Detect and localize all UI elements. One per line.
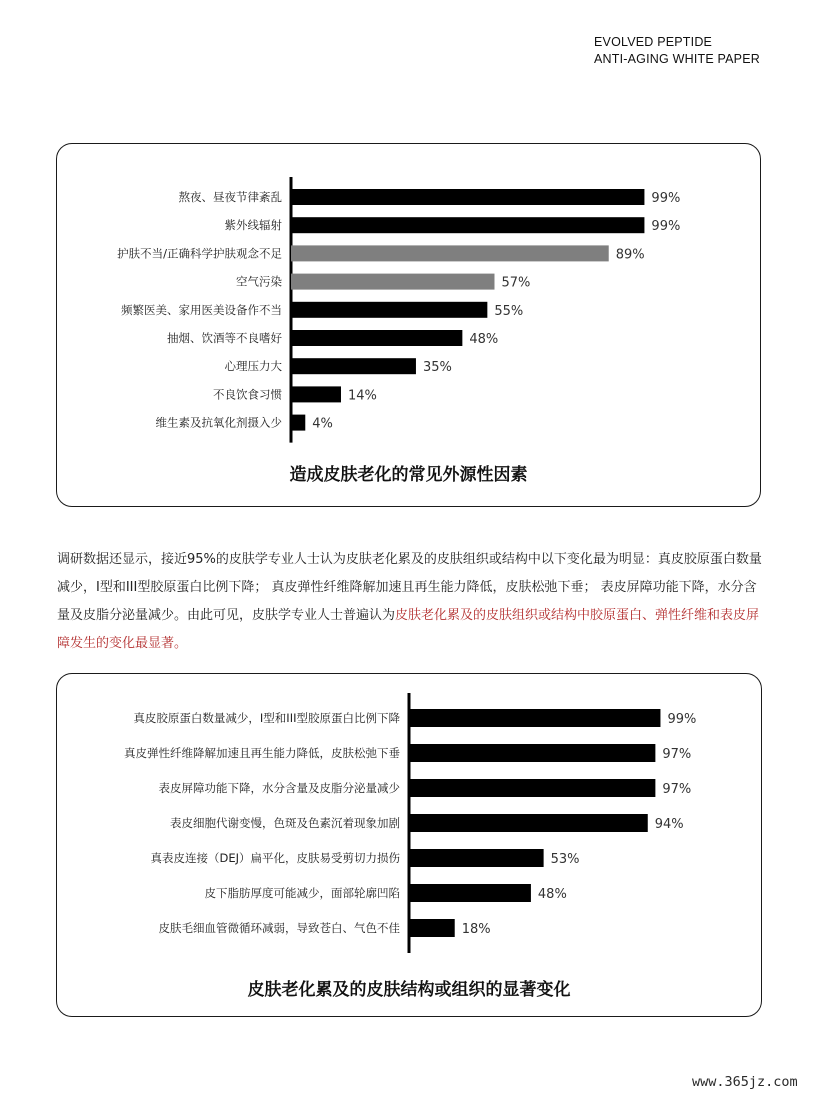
- value-label: 99%: [651, 219, 681, 235]
- category-label: 抽烟、饮酒等不良嗜好: [167, 331, 282, 345]
- footer-watermark: www.365jz.com: [692, 1074, 798, 1090]
- category-label: 真皮弹性纤维降解加速且再生能力降低，皮肤松弛下垂: [124, 746, 400, 760]
- category-label: 紫外线辐射: [224, 218, 282, 233]
- category-label: 不良饮食习惯: [213, 387, 282, 402]
- body-paragraph: [57, 546, 769, 658]
- document-header: [594, 34, 760, 68]
- value-label: 48%: [469, 332, 499, 347]
- category-label: 频繁医美、家用医美设备作不当: [121, 302, 282, 317]
- header-line-1: EVOLVED PEPTIDE: [594, 35, 713, 49]
- bar-1: [291, 189, 644, 205]
- external-factors-bar-chart: [57, 144, 760, 504]
- value-label: 99%: [651, 191, 681, 206]
- category-label: 表皮屏障功能下降，水分含量及皮脂分泌量减少: [158, 781, 400, 795]
- bar-4: [291, 274, 494, 290]
- category-label: 表皮细胞代谢变慢，色斑及色素沉着现象加剧: [170, 816, 400, 830]
- value-label: 53%: [550, 852, 580, 867]
- bar-5: [409, 849, 544, 867]
- value-label: 4%: [312, 416, 333, 432]
- bar-9: [291, 415, 305, 431]
- chart-title: 造成皮肤老化的常见外源性因素: [289, 465, 528, 485]
- category-label: 护肤不当/正确科学护肤观念不足: [117, 246, 282, 261]
- bar-4: [409, 814, 648, 832]
- paragraph-text: 调研数据还显示，接近95%的皮肤学专业人士认为皮肤老化累及的皮肤组织或结构中以下变化最为明显：真皮胶原蛋白数量减少，I型和III型胶原蛋白比例下降； 真皮弹性纤维降解加速且再生能力降低，皮肤松弛下垂； 表皮屏障功能下降，水分含量及皮脂分泌量减少。由此可见，皮肤学专业人士普遍认为: [57, 552, 762, 623]
- header-line-2: ANTI-AGING WHITE PAPER: [594, 52, 760, 66]
- value-label: 48%: [537, 887, 567, 902]
- bar-5: [291, 302, 487, 318]
- bar-7: [409, 919, 455, 937]
- category-label: 心理压力大: [224, 359, 282, 374]
- bar-3: [291, 245, 609, 261]
- chart-title: 皮肤老化累及的皮肤结构或组织的显著变化: [247, 980, 571, 1000]
- bar-2: [409, 744, 655, 762]
- external-factors-chart-card: [56, 143, 761, 507]
- value-label: 94%: [654, 817, 684, 832]
- value-label: 35%: [422, 360, 452, 376]
- category-label: 维生素及抗氧化剂摄入少: [155, 415, 282, 430]
- value-label: 57%: [501, 275, 531, 291]
- category-label: 空气污染: [236, 274, 282, 289]
- paragraph-highlight: 皮肤老化累及的皮肤组织或结构中胶原蛋白、弹性纤维和表皮屏障发生的变化最显著。: [57, 608, 760, 651]
- value-label: 18%: [461, 922, 491, 937]
- category-label: 皮下脂肪厚度可能减少，面部轮廓凹陷: [204, 886, 400, 900]
- value-label: 97%: [662, 782, 692, 797]
- bar-1: [409, 709, 660, 727]
- value-label: 14%: [347, 388, 377, 404]
- bar-2: [291, 217, 644, 233]
- bar-3: [409, 779, 655, 797]
- bar-8: [291, 386, 341, 402]
- value-label: 97%: [662, 747, 692, 762]
- value-label: 99%: [667, 712, 697, 727]
- bar-6: [409, 884, 531, 902]
- category-label: 真皮胶原蛋白数量减少，I型和III型胶原蛋白比例下降: [133, 711, 400, 725]
- value-label: 55%: [494, 303, 524, 319]
- bar-7: [291, 358, 416, 374]
- bar-6: [291, 330, 462, 346]
- category-label: 真表皮连接（DEJ）扁平化，皮肤易受剪切力损伤: [150, 851, 400, 865]
- skin-structure-bar-chart: [57, 674, 761, 1014]
- skin-structure-chart-card: [56, 673, 762, 1017]
- category-label: 皮肤毛细血管微循环减弱，导致苍白、气色不佳: [158, 921, 400, 935]
- value-label: 89%: [615, 247, 645, 263]
- category-label: 熬夜、昼夜节律紊乱: [178, 190, 282, 204]
